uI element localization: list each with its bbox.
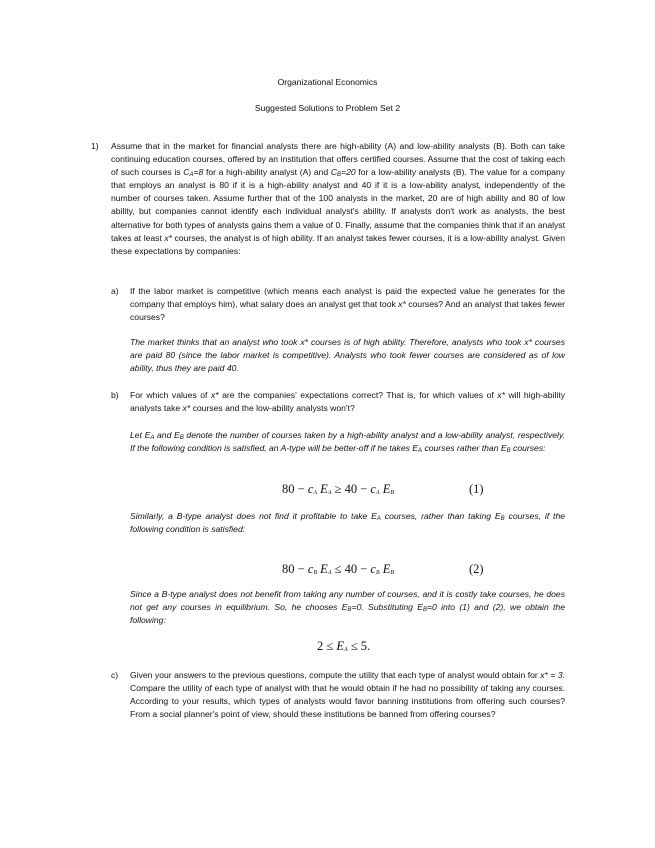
part-c-label: c) — [111, 670, 119, 680]
part-b-question: For which values of x* are the companies' expectations correct? That is, for which values of x* will high-ability analysts take x* courses and the low-ability analysts won't? — [130, 390, 565, 414]
document-subtitle: Suggested Solutions to Problem Set 2 — [254, 103, 401, 113]
part-a-answer: The market thinks that an analyst who took x* courses is of high ability. Therefore, analysts who took x* courses are paid 80 (since the labor market is competitive). Analysts who took fewer courses are considered as of low ability, thus they are paid 40. — [130, 337, 565, 374]
part-b-label: b) — [111, 390, 119, 400]
equation-3: $2 \le E_A \le 5$. — [317, 639, 371, 653]
part-c-question: Given your answers to the previous questions, compute the utility that each type of analyst would obtain for x* = 3. Compare the utility of each type of analyst with that he would obtain if he had no possibility of taking any courses. According to your results, which types of analysts would favor banning institutions from offering such courses? From a social planner's point of view, should these institutions be banned from offering courses? — [130, 670, 565, 720]
part-b-answer-middle: Similarly, a B-type analyst does not find it profitable to take $E_A$ courses, rather than taking $E_B$ courses, if the following condition is satisfied: — [130, 511, 566, 535]
equation-1-number: (1) — [469, 482, 484, 496]
question-number: 1) — [91, 141, 99, 151]
part-a-label: a) — [111, 286, 119, 296]
question-1-text: Assume that in the market for financial analysts there are high-ability (A) and low-ability analysts (B). Both can take continuing education courses, offered by an institution that offers certified courses. Assume that the cost of taking each of such courses is $C_A=8$ for a high-ability analyst (A) and $C_B=20$ for a low-ability analysts (B). The value for a company that employs an analyst is 80 if it is a high-ability analyst and 40 if it is a low-ability analyst, independently of the number of courses taken. Assume further that of the 100 analysts in the market, 20 are of high ability and 80 of low ability, but companies cannot identify each individual analyst's ability. If analysts don't work as analysts, the best alternative for both types of analysts gains them a value of 0. Finally, assume that the companies think that if an analyst takes at least x* courses, the analyst is of high ability. If an analyst takes fewer courses, it is a low-ability analyst. Given these expectations by companies: — [111, 141, 565, 256]
course-title: Organizational Economics — [277, 77, 378, 87]
part-b-answer-conclusion: Since a B-type analyst does not benefit from taking any number of courses, and it is costly take courses, he does not get any courses in equilibrium. So, he chooses $E_B=0$. Substituting $E_B=0$ into (1) and (2), we obtain the following: — [130, 589, 565, 626]
equation-1: $80 - c_A$ $E_A \ge 40 - c_A$ $E_B$ — [282, 482, 395, 496]
equation-2: $80 - c_B$ $E_A \le 40 - c_B$ $E_B$ — [282, 562, 395, 576]
equation-2-number: (2) — [469, 562, 484, 576]
part-a-question: If the labor market is competitive (which means each analyst is paid the expected value he generates for the company that employs him), what salary does an analyst get that took x* courses? And an analyst that takes fewer courses? — [130, 286, 565, 323]
part-b-answer-intro: Let $E_A$ and $E_B$ denote the number of courses taken by a high-ability analyst and a low-ability analyst, respectively. If the following condition is satisfied, an A-type will be better-off if he takes $E_A$ courses rather than $E_B$ courses: — [130, 430, 565, 455]
